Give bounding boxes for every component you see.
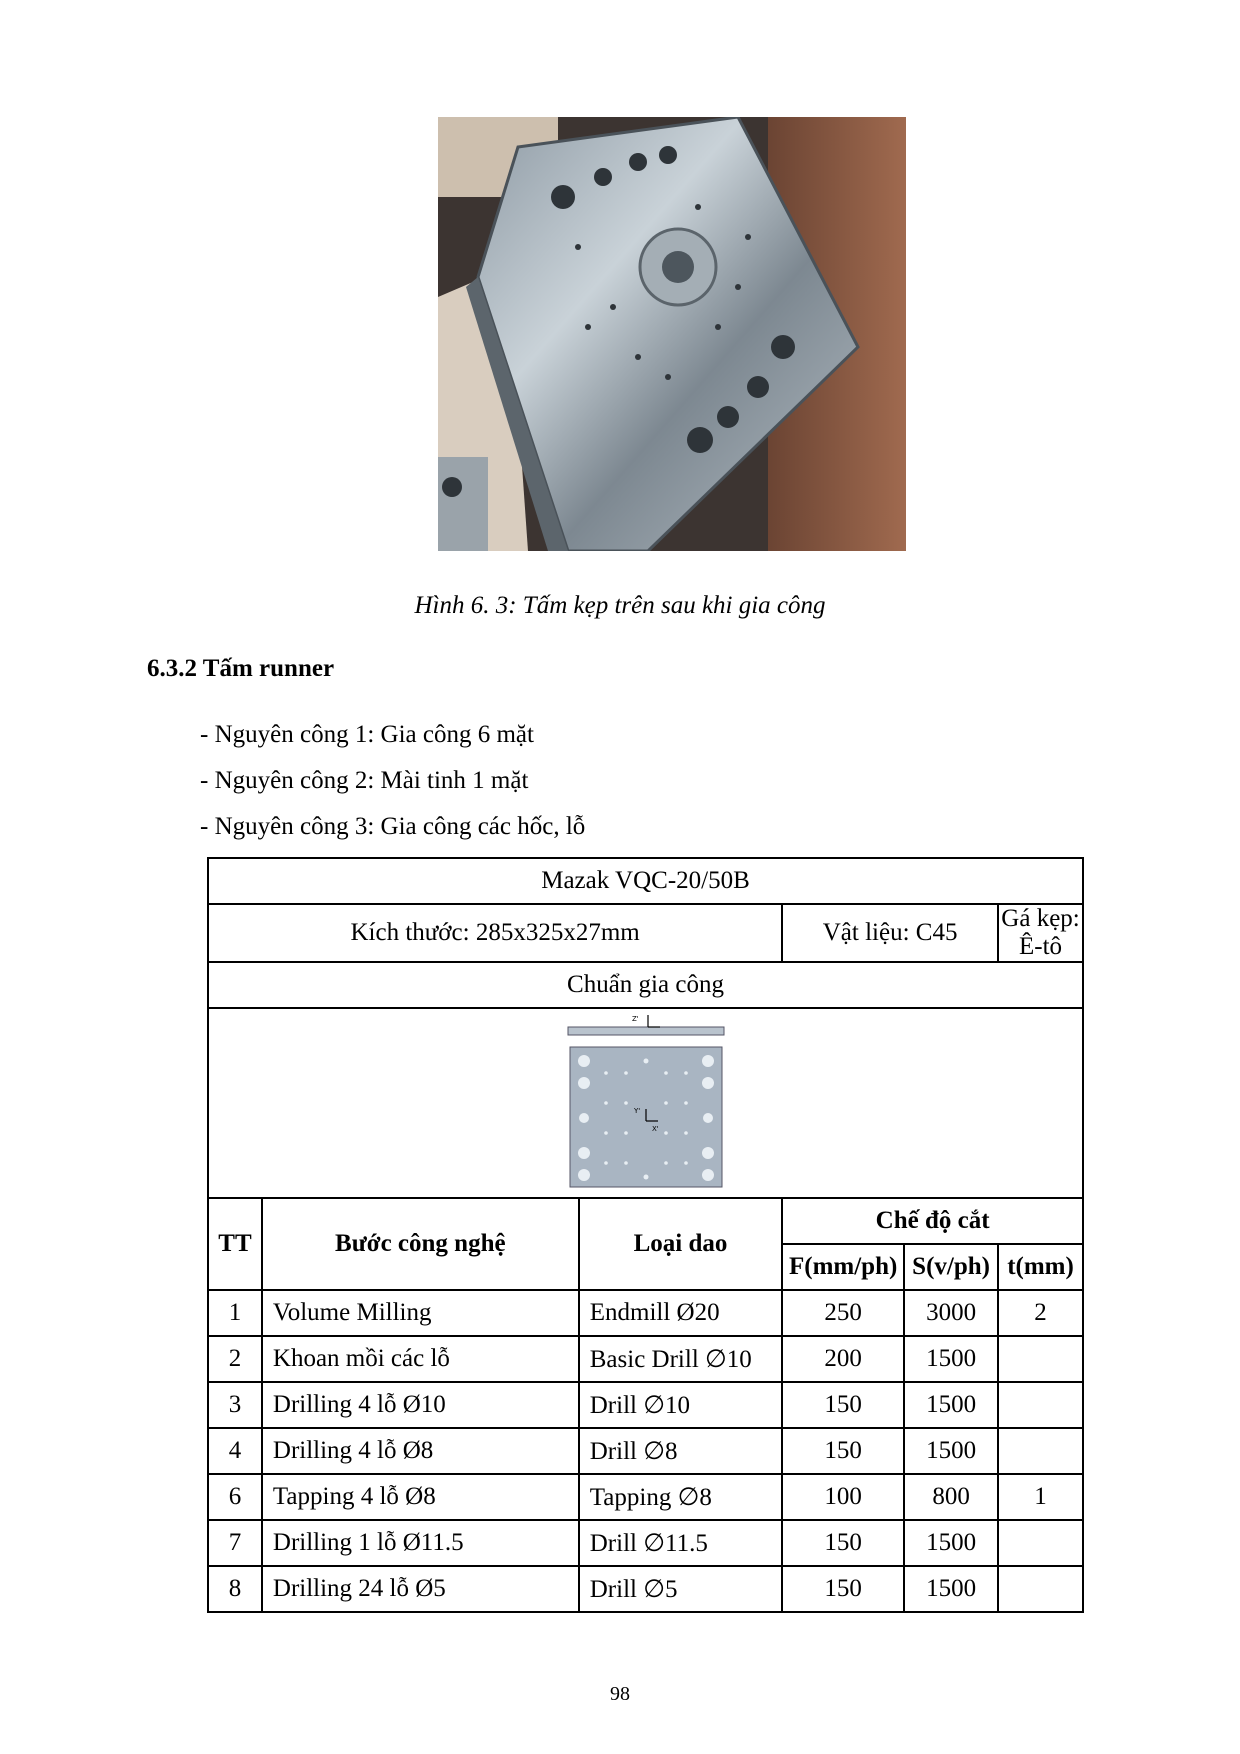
datum-figure-cell (208, 1008, 1083, 1198)
cell-depth: 2 (998, 1290, 1083, 1336)
cell-feed: 100 (782, 1474, 904, 1520)
table-row (208, 1336, 1083, 1382)
operation-list (200, 718, 585, 856)
cell-speed: 1500 (904, 1382, 998, 1428)
axis-z-label: Z' (631, 1015, 639, 1023)
cell-depth (998, 1520, 1083, 1566)
cell-tool: Basic Drill ∅10 (579, 1336, 782, 1382)
cell-depth (998, 1336, 1083, 1382)
workpiece-size: Kích thước: 285x325x27mm (208, 904, 782, 962)
process-rows (208, 1290, 1083, 1612)
col-header-regime: Chế độ cắt (782, 1198, 1083, 1244)
datum-title: Chuẩn gia công (208, 962, 1083, 1008)
cell-tt: 2 (208, 1336, 262, 1382)
cell-speed: 800 (904, 1474, 998, 1520)
axis-y-label: Y' (633, 1107, 640, 1115)
cell-step: Khoan mồi các lỗ (262, 1336, 579, 1382)
clamp-plate-photo (438, 117, 906, 551)
cell-tool: Drill ∅11.5 (579, 1520, 782, 1566)
cell-step: Tapping 4 lỗ Ø8 (262, 1474, 579, 1520)
cell-tt: 7 (208, 1520, 262, 1566)
cell-step: Drilling 1 lỗ Ø11.5 (262, 1520, 579, 1566)
cell-tool: Tapping ∅8 (579, 1474, 782, 1520)
axis-x-label: X' (651, 1125, 659, 1133)
fixture-type: Gá kẹp: Ê-tô (998, 904, 1083, 962)
cell-tt: 8 (208, 1566, 262, 1612)
cell-speed: 1500 (904, 1520, 998, 1566)
col-header-tt: TT (208, 1198, 262, 1290)
page-number: 98 (610, 1683, 630, 1705)
table-row (208, 1382, 1083, 1428)
list-item: - Nguyên công 2: Mài tinh 1 mặt (200, 764, 585, 810)
table-row (208, 1520, 1083, 1566)
cell-step: Volume Milling (262, 1290, 579, 1336)
cell-tt: 3 (208, 1382, 262, 1428)
cell-tool: Endmill Ø20 (579, 1290, 782, 1336)
figure-caption: Hình 6. 3: Tấm kẹp trên sau khi gia công (414, 592, 826, 619)
cell-speed: 3000 (904, 1290, 998, 1336)
cell-feed: 200 (782, 1336, 904, 1382)
cell-feed: 150 (782, 1566, 904, 1612)
process-sheet-table (207, 857, 1084, 1613)
list-item: - Nguyên công 1: Gia công 6 mặt (200, 718, 585, 764)
datum-diagram (546, 1013, 746, 1193)
cell-step: Drilling 24 lỗ Ø5 (262, 1566, 579, 1612)
cell-tool: Drill ∅8 (579, 1428, 782, 1474)
cell-feed: 150 (782, 1428, 904, 1474)
cell-step: Drilling 4 lỗ Ø10 (262, 1382, 579, 1428)
workpiece-material: Vật liệu: C45 (782, 904, 998, 962)
cell-step: Drilling 4 lỗ Ø8 (262, 1428, 579, 1474)
col-header-tool: Loại dao (579, 1198, 782, 1290)
cell-feed: 250 (782, 1290, 904, 1336)
col-header-feed: F(mm/ph) (782, 1244, 904, 1290)
table-row (208, 1474, 1083, 1520)
cell-speed: 1500 (904, 1336, 998, 1382)
section-heading: 6.3.2 Tấm runner (147, 655, 335, 682)
cell-depth (998, 1428, 1083, 1474)
cell-tt: 1 (208, 1290, 262, 1336)
cell-tool: Drill ∅5 (579, 1566, 782, 1612)
table-row (208, 1566, 1083, 1612)
cell-depth: 1 (998, 1474, 1083, 1520)
col-header-depth: t(mm) (998, 1244, 1083, 1290)
cell-feed: 150 (782, 1520, 904, 1566)
machine-name: Mazak VQC-20/50B (208, 858, 1083, 904)
cell-speed: 1500 (904, 1428, 998, 1474)
col-header-speed: S(v/ph) (904, 1244, 998, 1290)
cell-tool: Drill ∅10 (579, 1382, 782, 1428)
list-item: - Nguyên công 3: Gia công các hốc, lỗ (200, 810, 585, 856)
col-header-step: Bước công nghệ (262, 1198, 579, 1290)
cell-tt: 6 (208, 1474, 262, 1520)
table-row (208, 1428, 1083, 1474)
cell-speed: 1500 (904, 1566, 998, 1612)
table-row (208, 1290, 1083, 1336)
cell-feed: 150 (782, 1382, 904, 1428)
cell-depth (998, 1566, 1083, 1612)
cell-depth (998, 1382, 1083, 1428)
cell-tt: 4 (208, 1428, 262, 1474)
